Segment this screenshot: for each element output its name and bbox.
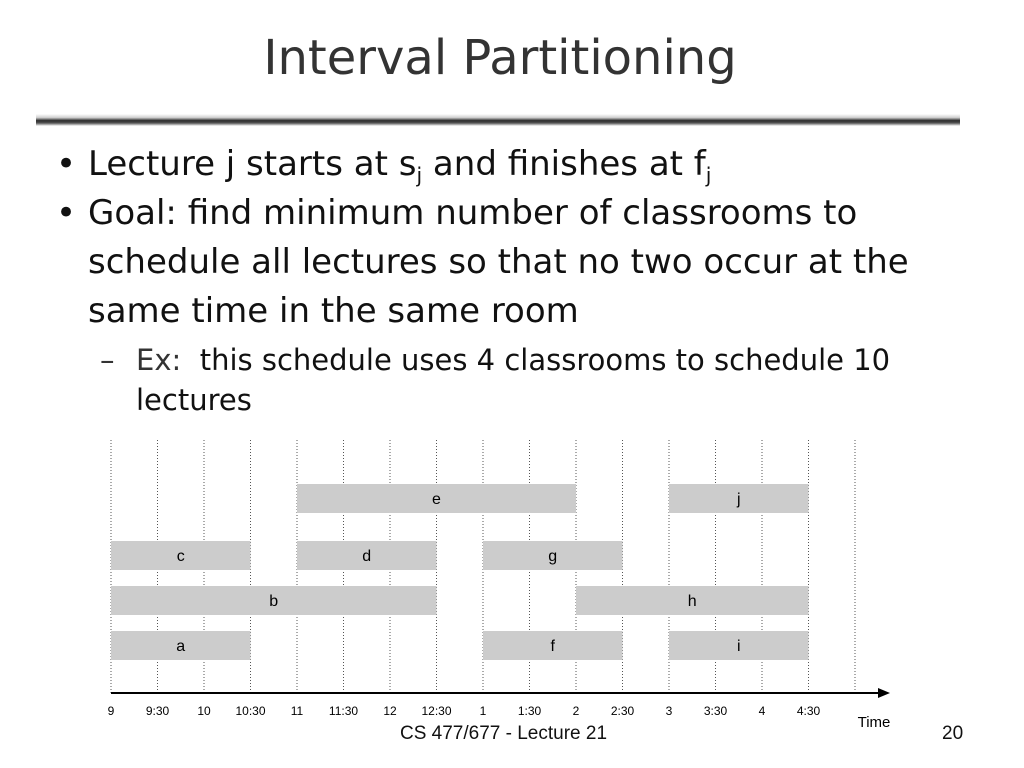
bullet-text: Goal: find minimum number of classrooms to schedule all lectures so that no two occur at the same time in the same room [88, 193, 909, 331]
tick-label: 3 [665, 704, 673, 718]
tick-label: 1:30 [517, 704, 542, 718]
page-number: 20 [942, 723, 964, 744]
lecture-label-d: d [362, 548, 372, 565]
lecture-label-h: h [687, 593, 697, 610]
tick-label: 3:30 [703, 704, 728, 718]
sub-bullet-text: this schedule uses 4 classrooms to schedule 10 lectures [136, 343, 891, 417]
bullet-text-mid: and finishes at f [422, 144, 706, 184]
tick-label: 10:30 [235, 704, 266, 718]
slide-title: Interval Partitioning [263, 30, 737, 86]
lecture-label-b: b [269, 593, 279, 610]
lecture-label-e: e [432, 491, 441, 508]
lecture-label-c: c [176, 548, 185, 565]
dash-icon: – [100, 343, 115, 377]
lecture-label-a: a [176, 638, 186, 655]
tick-label: 4 [758, 704, 766, 718]
tick-label: 4:30 [796, 704, 821, 718]
tick-label: 12 [383, 704, 397, 718]
tick-label: 10 [197, 704, 211, 718]
tick-label: 11 [290, 704, 304, 718]
tick-label: 9 [107, 704, 115, 718]
tick-label: 12:30 [421, 704, 452, 718]
subscript-j: j [416, 163, 423, 188]
axis-arrow-icon [878, 688, 890, 698]
footer-course: CS 477/677 - Lecture 21 [400, 723, 608, 744]
subscript-j: j [705, 163, 712, 188]
lecture-label-i: i [736, 638, 741, 655]
tick-label: 1 [479, 704, 487, 718]
axis-label-time: Time [857, 714, 891, 731]
tick-label: 2 [572, 704, 580, 718]
tick-label: 9:30 [145, 704, 170, 718]
lecture-label-j: j [736, 491, 741, 508]
tick-label: 2:30 [610, 704, 635, 718]
sub-bullet-prefix: Ex: [136, 343, 182, 377]
bullet-dot-icon: • [56, 144, 77, 184]
bullet-dot-icon: • [56, 193, 77, 233]
lecture-label-g: g [548, 548, 558, 565]
tick-label: 11:30 [328, 704, 359, 718]
bullet-text: Lecture j starts at s [88, 144, 417, 184]
lecture-label-f: f [550, 638, 555, 655]
